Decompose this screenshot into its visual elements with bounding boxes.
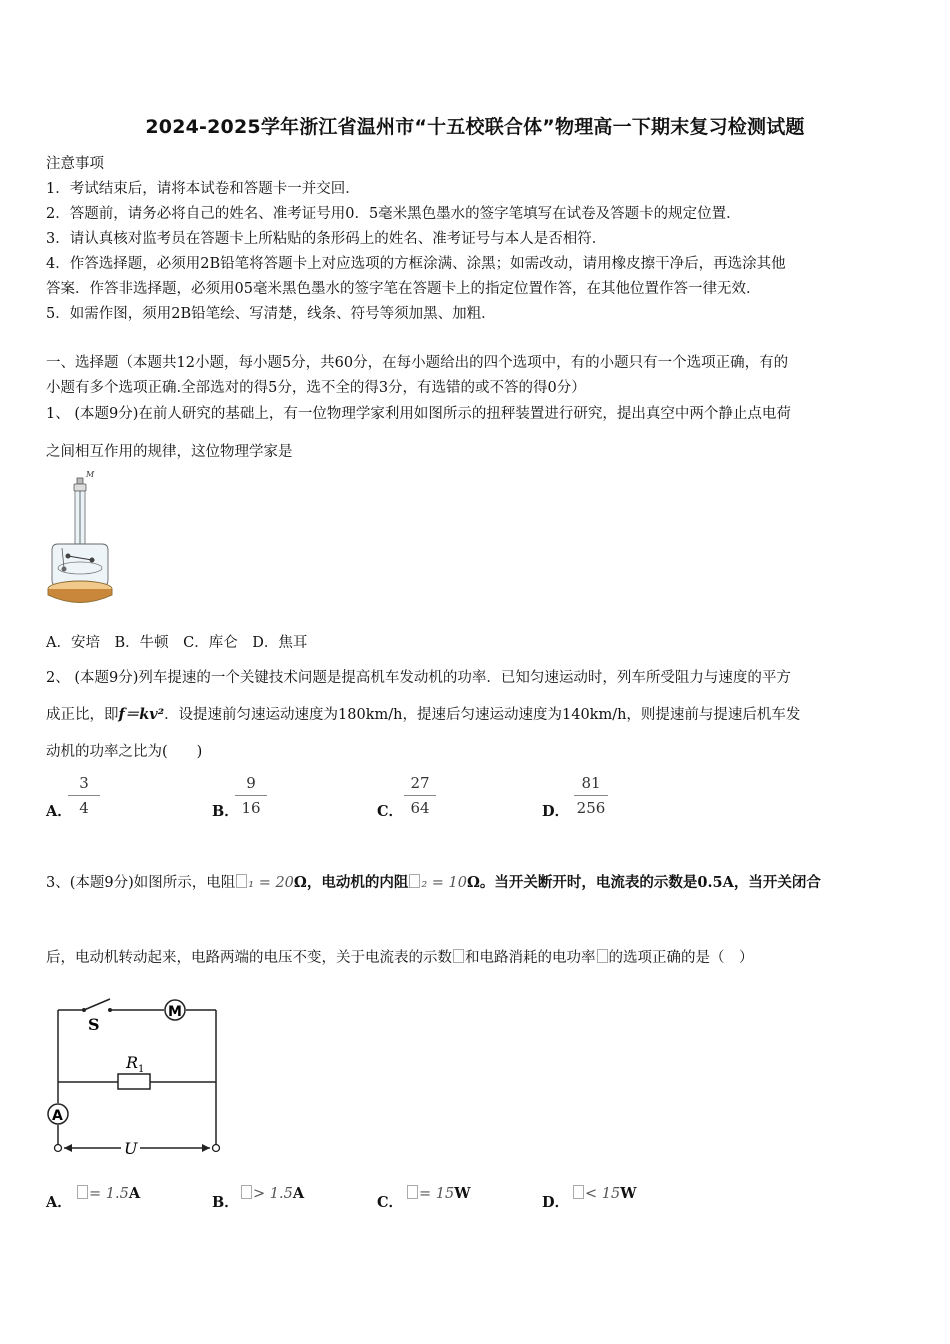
fraction-numerator: 81 (581, 774, 601, 792)
q3-option-c-label: C． (377, 1194, 404, 1211)
q3-text-b: Ω，电动机的内阻 (293, 874, 409, 891)
fraction-denominator: 64 (410, 799, 430, 817)
q3-option-b (240, 1185, 304, 1202)
voltage-label: U (124, 1139, 138, 1158)
q2-option-c-fraction (400, 773, 440, 818)
q3-option-b-label: B． (212, 1194, 239, 1211)
q2-option-b-label: B． (212, 803, 239, 820)
missing-glyph-icon (407, 1185, 418, 1199)
q3-option-a (76, 1185, 140, 1202)
fraction-denominator: 16 (241, 799, 261, 817)
notice-heading: 注意事项 (46, 156, 104, 172)
notice-item-4-cont: 答案．作答非选择题，必须用05毫米黑色墨水的签字笔在答题卡上的指定位置作答，在其他位置作答一律无效． (46, 281, 761, 297)
q3-stem (46, 871, 821, 892)
q2-option-a-fraction (64, 773, 104, 818)
missing-glyph-icon (597, 949, 608, 963)
q3-option-b-math: > 1.5 (253, 1186, 293, 1202)
q1-options: A．安培 B．牛顿 C．库仑 D．焦耳 (46, 635, 308, 651)
q3-option-c-unit: W (454, 1185, 471, 1202)
notice-item-5: 5．如需作图，须用2B铅笔绘、写清楚，线条、符号等须加黑、加粗． (46, 306, 496, 322)
q3-option-b-unit: A (292, 1185, 305, 1202)
q3-option-a-math: = 1.5 (89, 1186, 129, 1202)
fraction-denominator: 256 (576, 799, 606, 817)
missing-glyph-icon (409, 874, 420, 888)
q3-text-c: Ω。当开关断开时，电流表的示数是0.5A，当开关闭合 (466, 874, 821, 891)
fraction-numerator: 9 (246, 774, 256, 792)
q3-option-d-label: D． (542, 1194, 570, 1211)
missing-glyph-icon (77, 1185, 88, 1199)
q3-text-f: 的选项正确的是（ ） (608, 950, 754, 966)
ammeter-label: A (52, 1108, 63, 1124)
section-heading-cont: 小题有多个选项正确.全部选对的得5分，选不全的得3分，有选错的或不答的得0分） (46, 380, 586, 396)
torsion-label: M (86, 470, 95, 479)
notice-item-4: 4．作答选择题，必须用2B铅笔将答题卡上对应选项的方框涂满、涂黑；如需改动，请用橡皮擦干净后，再选涂其他 (46, 256, 786, 272)
q2-formula: f＝kv² (118, 706, 165, 723)
q3-r1-math: ₁ = 20 (248, 875, 294, 891)
circuit-diagram (44, 990, 224, 1162)
q3-option-d-unit: W (620, 1185, 637, 1202)
missing-glyph-icon (241, 1185, 252, 1199)
q2-option-d-fraction (570, 773, 612, 818)
q3-option-c (406, 1185, 471, 1202)
q2-text-b: ．设提速前匀速运动速度为180km/h，提速后匀速运动速度为140km/h，则提速前与提速后机车发 (164, 707, 801, 723)
page-title: 2024-2025学年浙江省温州市“十五校联合体”物理高一下期末复习检测试题 (145, 116, 805, 138)
q3-text-d: 后，电动机转动起来，电路两端的电压不变，关于电流表的示数 (46, 950, 452, 966)
fraction-numerator: 3 (79, 774, 89, 792)
resistor-subscript: 1 (138, 1064, 145, 1075)
missing-glyph-icon (236, 874, 247, 888)
q2-stem-cont-2: 动机的功率之比为( ) (46, 744, 203, 760)
resistor-label: R (126, 1053, 139, 1072)
switch-label: S (88, 1015, 100, 1034)
motor-label: M (168, 1004, 182, 1020)
q3-text-e: 和电路消耗的电功率 (465, 950, 596, 966)
q2-option-b-fraction (231, 773, 271, 818)
missing-glyph-icon (573, 1185, 584, 1199)
q1-stem-cont: 之间相互作用的规律，这位物理学家是 (46, 444, 293, 460)
q2-option-d-label: D． (542, 803, 570, 820)
torsion-balance-figure (44, 468, 116, 606)
notice-item-3: 3．请认真核对监考员在答题卡上所粘贴的条形码上的姓名、准考证号与本人是否相符． (46, 231, 607, 247)
notice-item-1: 1．考试结束后，请将本试卷和答题卡一并交回． (46, 181, 360, 197)
q2-stem: 2、 (本题9分)列车提速的一个关键技术问题是提高机车发动机的功率．已知匀速运动时，列车所受阻力与速度的平方 (46, 670, 791, 686)
q2-stem-cont (46, 703, 800, 724)
notice-item-2: 2．答题前，请务必将自己的姓名、准考证号用0．5毫米黑色墨水的签字笔填写在试卷及答题卡的规定位置． (46, 206, 741, 222)
q3-text-a: 3、(本题9分)如图所示，电阻 (46, 875, 236, 891)
fraction-numerator: 27 (410, 774, 430, 792)
fraction-denominator: 4 (79, 799, 89, 817)
section-heading: 一、选择题（本题共12小题，每小题5分，共60分，在每小题给出的四个选项中，有的小题只有一个选项正确，有的 (46, 355, 789, 371)
q1-stem: 1、 (本题9分)在前人研究的基础上，有一位物理学家利用如图所示的扭秤装置进行研究，提出真空中两个静止点电荷 (46, 406, 791, 422)
q2-option-c-label: C． (377, 803, 404, 820)
q3-option-c-math: = 15 (419, 1186, 455, 1202)
missing-glyph-icon (453, 949, 464, 963)
q3-option-a-label: A． (46, 1194, 72, 1211)
q2-text-a: 成正比，即 (46, 707, 119, 723)
q3-stem-cont (46, 946, 754, 967)
q2-option-a-label: A． (46, 803, 72, 820)
q3-option-d (572, 1185, 637, 1202)
q3-option-d-math: < 15 (585, 1186, 621, 1202)
q3-option-a-unit: A (128, 1185, 141, 1202)
q3-r2-math: ₂ = 10 (421, 875, 467, 891)
